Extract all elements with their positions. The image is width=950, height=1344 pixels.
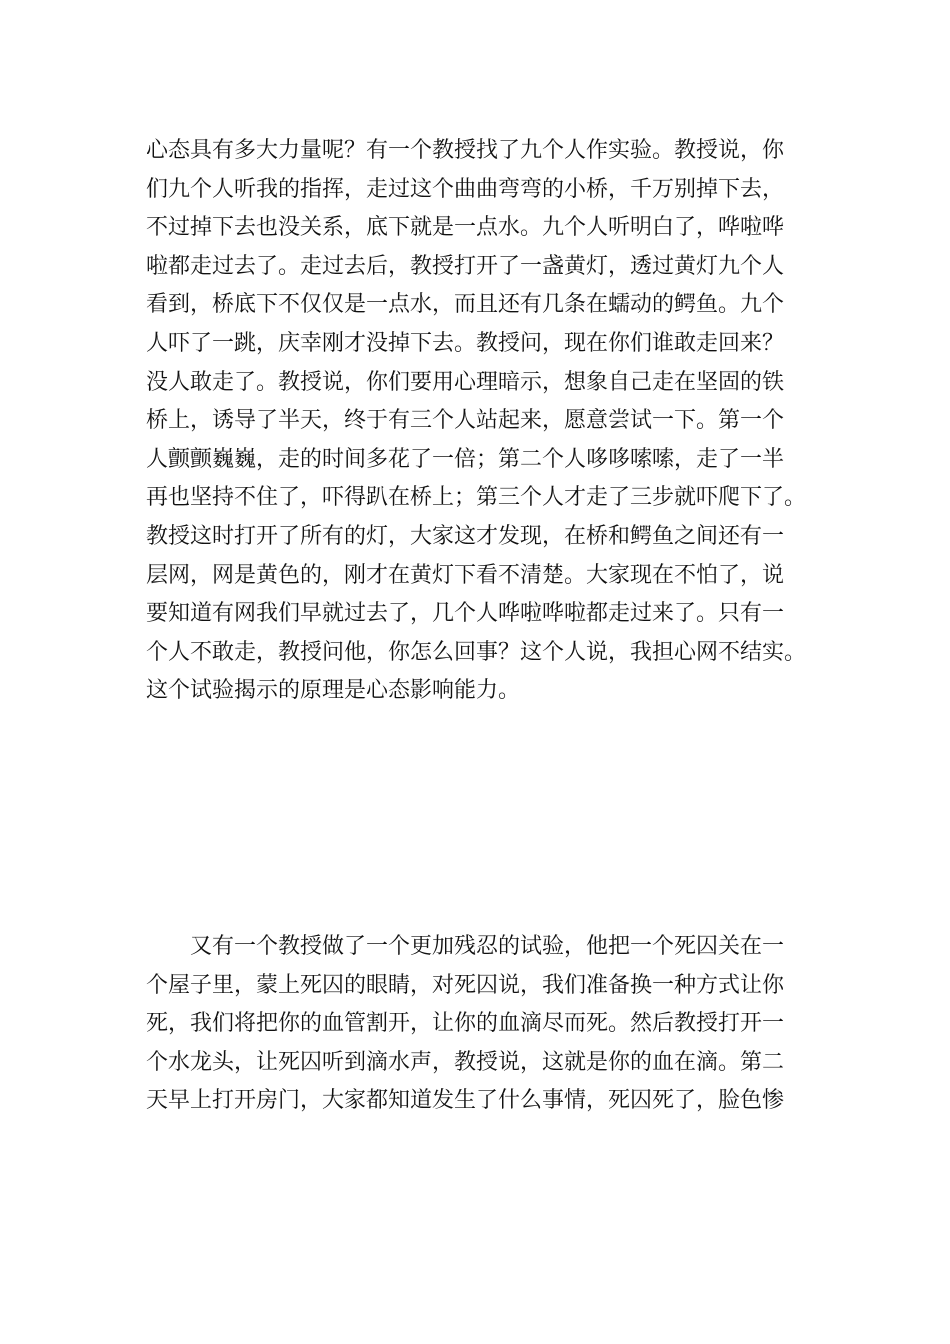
text-line: 天早上打开房门，大家都知道发生了什么事情，死囚死了，脸色惨 bbox=[146, 1088, 785, 1114]
paragraph-prisoner-experiment bbox=[146, 928, 806, 1121]
text-line: 啦都走过去了。走过去后，教授打开了一盏黄灯，透过黄灯九个人 bbox=[146, 253, 785, 279]
text-line: 桥上，诱导了半天，终于有三个人站起来，愿意尝试一下。第一个 bbox=[146, 408, 785, 434]
text-line: 没人敢走了。教授说，你们要用心理暗示，想象自己走在坚固的铁 bbox=[146, 369, 785, 395]
text-line: 这个试验揭示的原理是心态影响能力。 bbox=[146, 678, 521, 704]
text-line: 心态具有多大力量呢？有一个教授找了九个人作实验。教授说，你 bbox=[146, 138, 785, 163]
text-line: 们九个人听我的指挥，走过这个曲曲弯弯的小桥，千万别掉下去， bbox=[146, 176, 785, 202]
text-line: 个屋子里，蒙上死囚的眼睛，对死囚说，我们准备换一种方式让你 bbox=[146, 972, 785, 998]
text-line: 个人不敢走，教授问他，你怎么回事？这个人说，我担心网不结实。 bbox=[146, 639, 807, 665]
text-line: 又有一个教授做了一个更加残忍的试验，他把一个死囚关在一 bbox=[146, 934, 785, 959]
text-line: 死，我们将把你的血管割开，让你的血滴尽而死。然后教授打开一 bbox=[146, 1011, 785, 1037]
text-line: 人吓了一跳，庆幸刚才没掉下去。教授问，现在你们谁敢走回来？ bbox=[146, 330, 785, 356]
text-line: 不过掉下去也没关系，底下就是一点水。九个人听明白了，哗啦哗 bbox=[146, 215, 785, 241]
text-line: 个水龙头，让死囚听到滴水声，教授说，这就是你的血在滴。第二 bbox=[146, 1049, 785, 1075]
text-line: 看到，桥底下不仅仅是一点水，而且还有几条在蠕动的鳄鱼。九个 bbox=[146, 292, 785, 318]
text-line: 再也坚持不住了，吓得趴在桥上；第三个人才走了三步就吓爬下了。 bbox=[146, 485, 807, 511]
text-line: 层网，网是黄色的，刚才在黄灯下看不清楚。大家现在不怕了，说 bbox=[146, 562, 785, 588]
text-line: 教授这时打开了所有的灯，大家这才发现，在桥和鳄鱼之间还有一 bbox=[146, 523, 785, 549]
text-line: 人颤颤巍巍，走的时间多花了一倍；第二个人哆哆嗦嗦，走了一半 bbox=[146, 446, 785, 472]
text-line: 要知道有网我们早就过去了，几个人哗啦哗啦都走过来了。只有一 bbox=[146, 601, 785, 627]
paragraph-bridge-experiment bbox=[146, 132, 806, 711]
